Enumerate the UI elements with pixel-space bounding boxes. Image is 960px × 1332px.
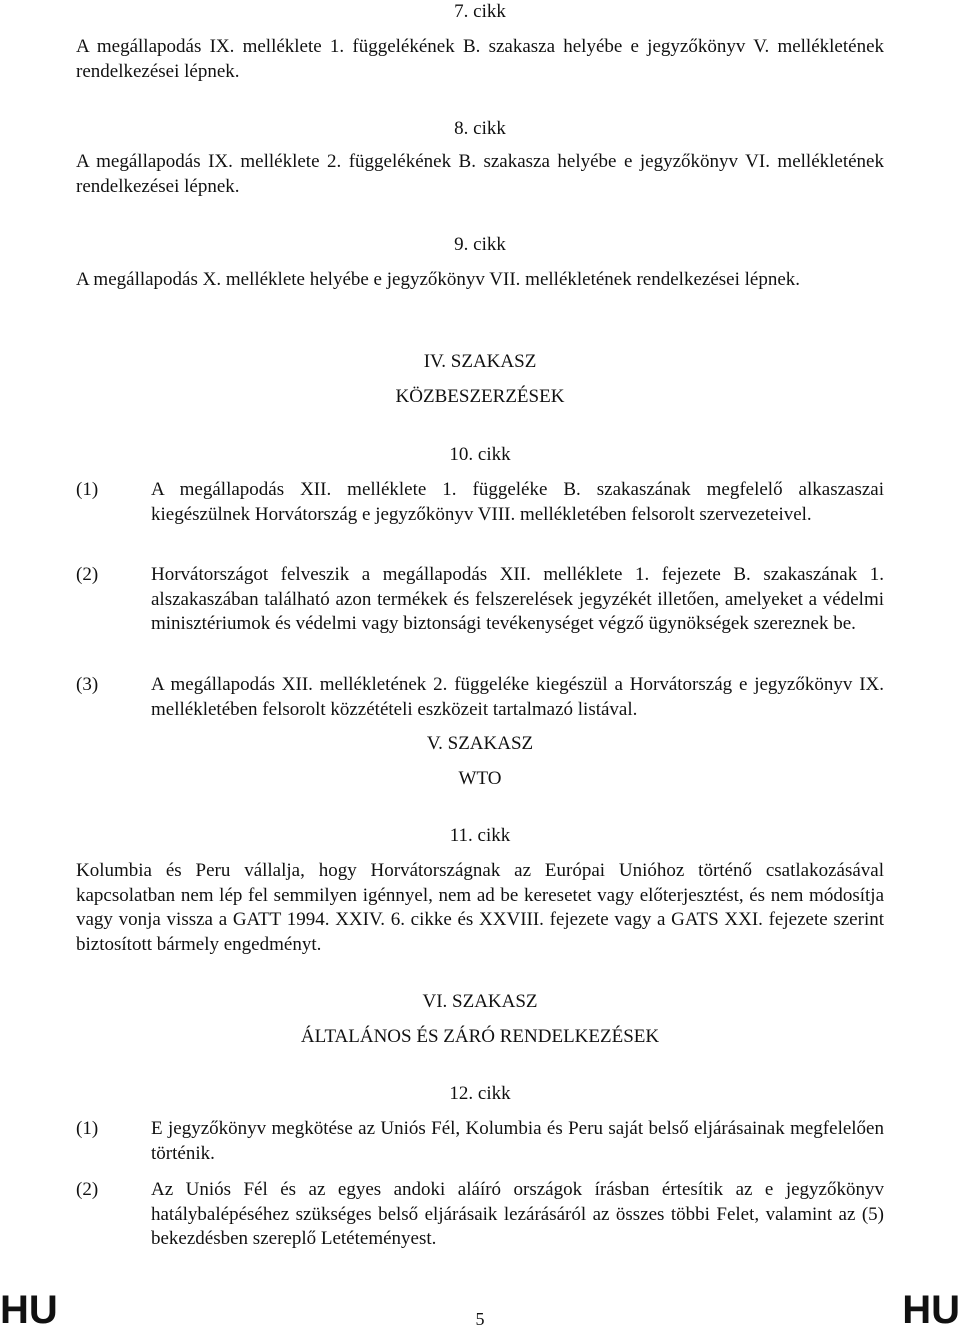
footer-page-number: 5 — [475, 1309, 485, 1329]
article-12-item-2-text: Az Uniós Fél és az egyes andoki aláíró országok írásban értesítik az e jegyzőkönyv hatálybalépéséhez szükséges belső eljárásaik lezárásáról az összes többi Felet, valamint az (5) bekezdésben szereplő Letéteményest. — [151, 1179, 884, 1249]
section-4-number: IV. SZAKASZ — [423, 351, 537, 372]
article-11-text: Kolumbia és Peru vállalja, hogy Horvátországnak az Európai Unióhoz történő csatlakozásával kapcsolatban nem lép fel semmilyen igénnyel, nem ad be keresetet vagy előterjesztést, és nem módosítja vagy vonja vissza a GATT 1994. XXIV. 6. cikke és XXVIII. fejezete vagy a GATS XXI. fejezete szerint biztosított bármely engedményt. — [76, 860, 884, 955]
article-7-text: A megállapodás IX. melléklete 1. függelékének B. szakasza helyébe e jegyzőkönyv V. mellékletének rendelkezései lépnek. — [76, 36, 884, 82]
section-5-title: WTO — [458, 768, 502, 789]
article-8-heading: 8. cikk — [454, 118, 506, 139]
article-9-text: A megállapodás X. melléklete helyébe e jegyzőkönyv VII. mellékletének rendelkezései lépnek. — [76, 269, 801, 290]
article-8-text: A megállapodás IX. melléklete 2. függelékének B. szakasza helyébe e jegyzőkönyv VI. mellékletének rendelkezései lépnek. — [76, 151, 884, 197]
footer-language-right: HU — [902, 1288, 960, 1332]
article-9-heading: 9. cikk — [454, 234, 506, 255]
section-6-title: ÁLTALÁNOS ÉS ZÁRÓ RENDELKEZÉSEK — [300, 1026, 660, 1047]
article-12-item-2-number: (2) — [76, 1179, 99, 1200]
section-5-number: V. SZAKASZ — [426, 733, 534, 754]
footer-language-left: HU — [0, 1288, 58, 1332]
article-10-item-1-number: (1) — [76, 479, 99, 500]
article-10-heading: 10. cikk — [449, 444, 511, 465]
article-12-heading: 12. cikk — [449, 1083, 511, 1104]
article-10-item-3-text: A megállapodás XII. mellékletének 2. függeléke kiegészül a Horvátország e jegyzőkönyv IX. mellékletében felsorolt közzétételi eszközeit tartalmazó listával. — [151, 674, 884, 720]
section-4-title: KÖZBESZERZÉSEK — [395, 386, 565, 407]
article-12-item-1-text: E jegyzőkönyv megkötése az Uniós Fél, Kolumbia és Peru saját belső eljárásainak megfelelően történik. — [151, 1118, 884, 1164]
section-6-number: VI. SZAKASZ — [422, 991, 538, 1012]
article-12-item-1-number: (1) — [76, 1118, 99, 1139]
article-10-item-1-text: A megállapodás XII. melléklete 1. függeléke B. szakaszának megfelelő alkaszaszai kiegészülnek Horvátország e jegyzőkönyv VIII. mellékletében felsorolt szervezeteivel. — [151, 479, 884, 525]
article-7-heading: 7. cikk — [454, 1, 506, 22]
article-11-heading: 11. cikk — [449, 825, 511, 846]
article-10-item-2-number: (2) — [76, 564, 99, 585]
article-10-item-3-number: (3) — [76, 674, 99, 695]
article-10-item-2-text: Horvátországot felveszik a megállapodás XII. melléklete 1. fejezete B. szakaszának 1. alszakaszában található azon termékek és felszerelések jegyzékét illetően, amelyeket a védelmi minisztériumok és védelmi vagy biztonsági tevékenységet végző ügynökségek szereznek be. — [151, 564, 884, 634]
